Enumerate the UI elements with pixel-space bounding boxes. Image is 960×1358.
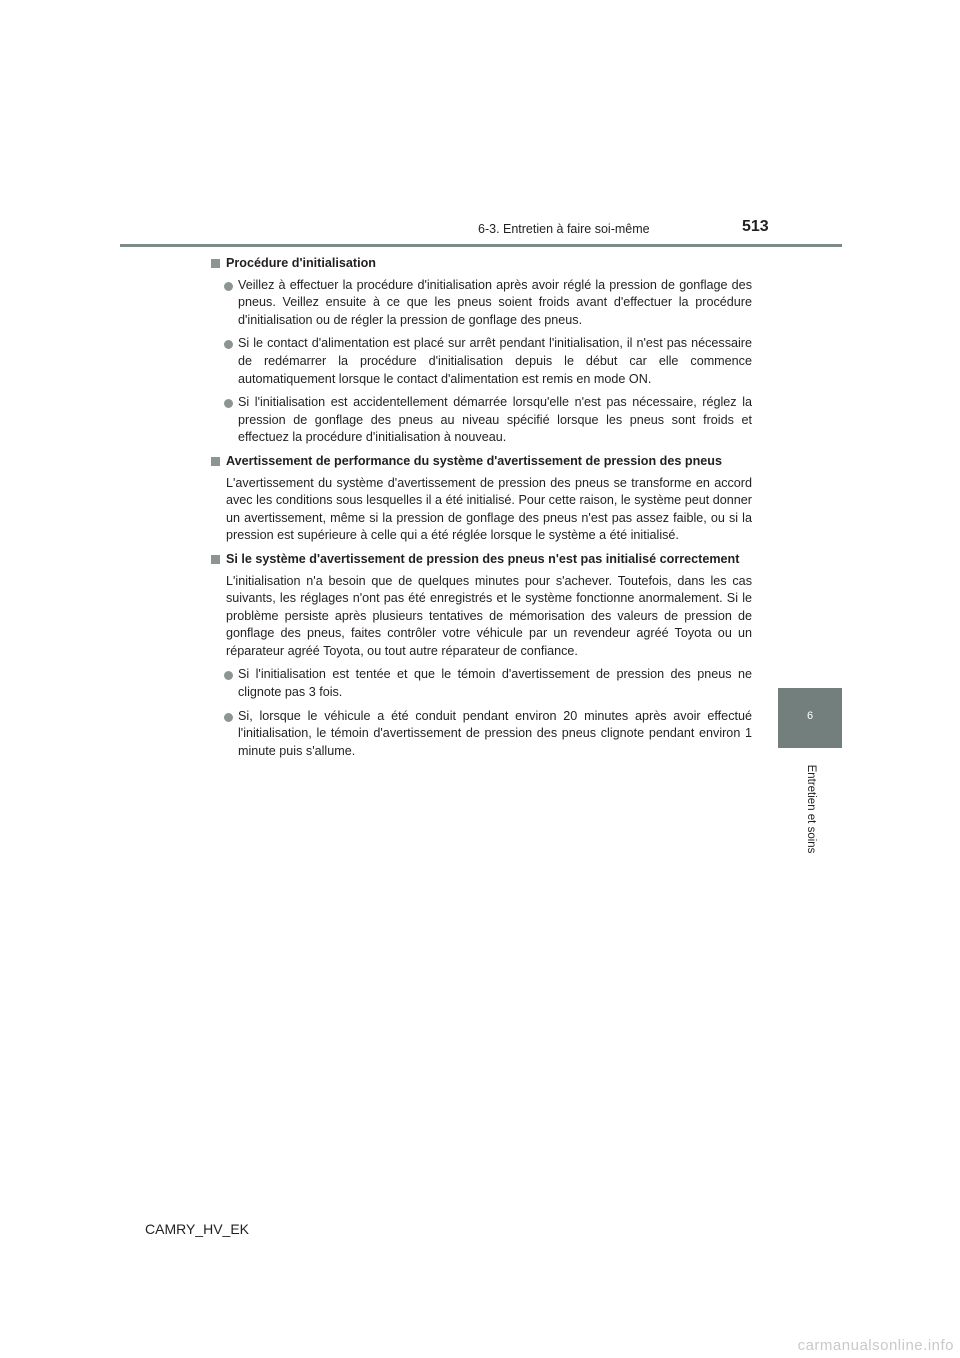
list-item: Si l'initialisation est tentée et que le témoin d'avertissement de pression des pneus ne clignote pas 3 fois. (210, 666, 752, 701)
chapter-tab (778, 688, 842, 748)
model-code: CAMRY_HV_EK (145, 1221, 250, 1237)
section-heading: Avertissement de performance du système d'avertissement de pression des pneus (210, 453, 752, 471)
section-paragraph: L'avertissement du système d'avertissement de pression des pneus se transforme en accord avec les conditions sous lesquelles il a été initialisé. Pour cette raison, le système peut donner un avertissement, même si la pression de gonflage des pneus n'est pas assez faible, ou si la pression est supérieure à celle qui a été réglée lorsque le système a été initialisé. (226, 475, 752, 543)
square-bullet-icon (211, 555, 220, 564)
list-item: Si l'initialisation est accidentellement démarrée lorsqu'elle n'est pas nécessaire, réglez la pression de gonflage des pneus au niveau spécifié lorsque les pneus sont froids et effectuez la procédure d'initialisation à nouveau. (210, 394, 752, 447)
list-item: Veillez à effectuer la procédure d'initialisation après avoir réglé la pression de gonflage des pneus. Veillez ensuite à ce que les pneus soient froids avant d'effectuer la procédure d'initialisation ou de régler la pression de gonflage des pneus. (210, 277, 752, 330)
watermark: carmanualsonline.info (797, 1337, 954, 1354)
section-initialization (210, 255, 752, 447)
page-number: 513 (742, 218, 769, 235)
header-divider (120, 244, 842, 247)
section-warning-performance (210, 453, 752, 545)
section-heading: Si le système d'avertissement de pression des pneus n'est pas initialisé correctement (210, 551, 752, 569)
list-item: Si, lorsque le véhicule a été conduit pendant environ 20 minutes après avoir effectué l'initialisation, le témoin d'avertissement de pression des pneus clignote pendant environ 1 minute puis s'allume. (210, 708, 752, 761)
section-heading: Procédure d'initialisation (210, 255, 752, 273)
chapter-label: Entretien et soins (805, 764, 817, 854)
square-bullet-icon (211, 457, 220, 466)
section-not-initialized (210, 551, 752, 761)
round-bullet-icon (224, 713, 233, 722)
square-bullet-icon (211, 259, 220, 268)
list-item: Si le contact d'alimentation est placé sur arrêt pendant l'initialisation, il n'est pas nécessaire de redémarrer la procédure d'initialisation depuis le début car elle commence automatiquement lorsque le contact d'alimentation est remis en mode ON. (210, 335, 752, 388)
section-paragraph: L'initialisation n'a besoin que de quelques minutes pour s'achever. Toutefois, dans les cas suivants, les réglages n'ont pas été enregistrés et le système fonctionne anormalement. Si le problème persiste après plusieurs tentatives de mémorisation des valeurs de pression de gonflage des pneus, faites contrôler votre véhicule par un revendeur agréé Toyota ou un réparateur agréé Toyota, ou tout autre réparateur de confiance. (226, 573, 752, 658)
round-bullet-icon (224, 282, 233, 291)
chapter-number: 6 (806, 710, 814, 722)
main-content (210, 255, 752, 766)
section-title: 6-3. Entretien à faire soi-même (478, 222, 650, 236)
